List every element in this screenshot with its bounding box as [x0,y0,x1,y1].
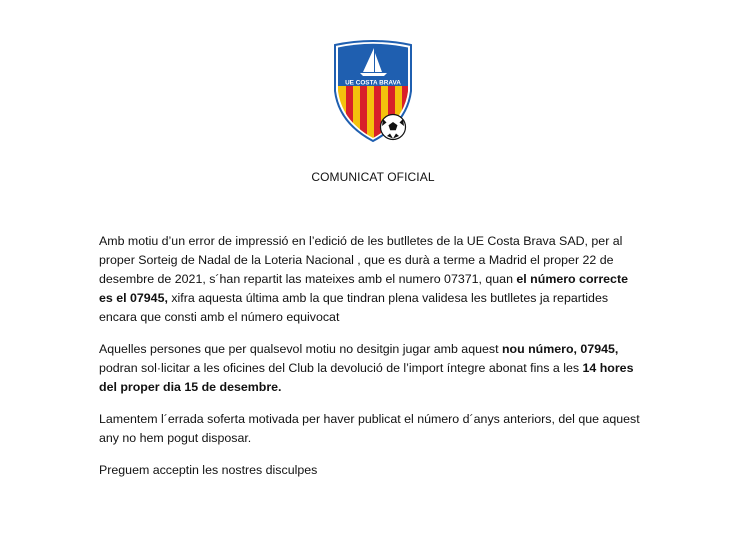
paragraph-2-bold-deadline: 14 hores del proper dia 15 de desembre. [99,361,634,394]
paragraph-3 [99,410,644,448]
crest-banner-text: UE COSTA BRAVA [345,79,401,87]
paragraph-1-text: Amb motiu d’un error de impressió en l’edició de les butlletes de la UE Costa Brava SAD, per al proper Sorteig de Nadal de la Loteria Nacional , que es durà a terme a Madrid el proper 22 de desembre de 2021, s´han repartit las mateixes amb el numero 07371, quan [99,234,623,286]
paragraph-2 [99,340,644,397]
paragraph-2-text: Aquelles persones que per qualsevol motiu no desitgin jugar amb aquest [99,342,502,356]
page-title: COMUNICAT OFICIAL [311,170,435,184]
paragraph-4-text: Preguem acceptin les nostres disculpes [99,463,318,477]
paragraph-1-text-end: xifra aquesta última amb la que tindran plena validesa les butlletes ja repartides encara que consti amb el número equivocat [99,291,609,324]
paragraph-4 [99,461,644,480]
paragraph-1 [99,232,644,327]
statement-body [99,232,644,493]
paragraph-2-bold-number: nou número, 07945, [501,342,619,356]
paragraph-1-bold: el número correcte es el 07945, [99,272,628,305]
paragraph-3-text: Lamentem l´errada soferta motivada per haver publicat el número d´anys anteriors, del que aquest any no hem pogut disposar. [99,412,640,445]
club-crest-logo [331,39,415,145]
paragraph-2-text-mid: podran sol·licitar a les oficines del Club la devolució de l’import íntegre abonat fins a les [99,361,583,375]
football-icon [381,115,406,140]
